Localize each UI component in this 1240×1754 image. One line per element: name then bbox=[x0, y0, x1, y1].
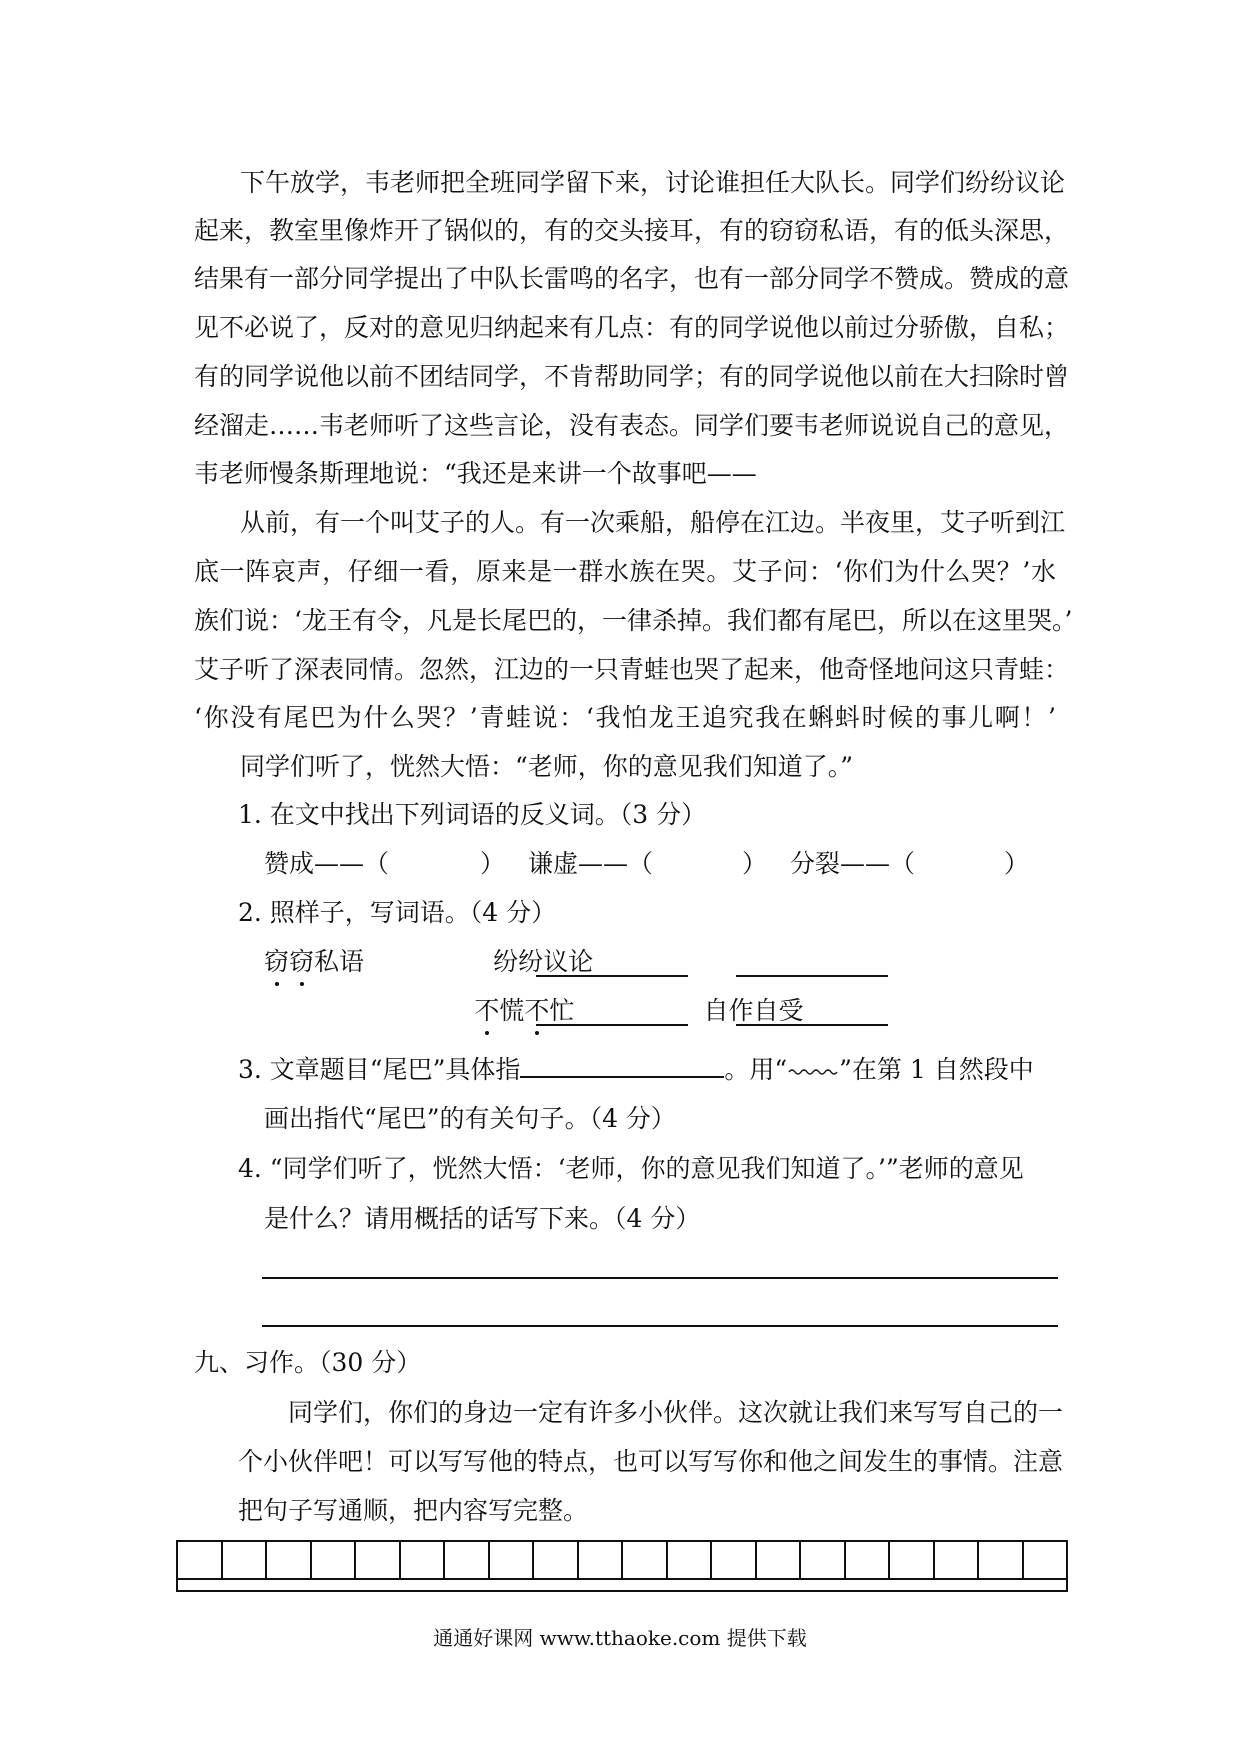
q2-char: 受 bbox=[778, 996, 804, 1025]
q2-example-1a bbox=[264, 947, 364, 977]
story-line-5: ‘你没有尾巴为什么哭？’青蛙说：‘我怕龙王追究我在蝌蚪时候的事儿啊！’ bbox=[194, 703, 1056, 732]
q3-text-part3: ”在第 1 自然段中 bbox=[839, 1055, 1034, 1084]
grid-cell[interactable] bbox=[356, 1542, 401, 1578]
q2-char: 自 bbox=[753, 996, 779, 1025]
q2-char: 论 bbox=[568, 947, 594, 976]
question-4-line-1: 4. “同学们听了，恍然大悟：‘老师，你的意见我们知道了。’”老师的意见 bbox=[238, 1154, 1024, 1183]
writing-grid[interactable] bbox=[176, 1540, 1068, 1592]
story-line-6: 同学们听了，恍然大悟：“老师，你的意见我们知道了。” bbox=[240, 752, 854, 781]
q2-char: 纷 bbox=[518, 947, 544, 976]
grid-cell[interactable] bbox=[490, 1542, 535, 1578]
q1-antonym-2-close: ） bbox=[742, 849, 768, 878]
grid-cell[interactable] bbox=[757, 1542, 802, 1578]
grid-cell[interactable] bbox=[223, 1542, 268, 1578]
q2-char: 窃 bbox=[264, 947, 290, 976]
q2-char: 议 bbox=[543, 947, 569, 976]
grid-cell[interactable] bbox=[1024, 1542, 1067, 1578]
q4-answer-line-2[interactable] bbox=[262, 1325, 1058, 1327]
q2-example-2a bbox=[474, 996, 574, 1026]
grid-cell[interactable] bbox=[445, 1542, 490, 1578]
grid-cell[interactable] bbox=[712, 1542, 757, 1578]
story-line-2: 底一阵哀声，仔细一看，原来是一群水族在哭。艾子问：‘你们为什么哭？’水 bbox=[194, 557, 1056, 586]
grid-cell[interactable] bbox=[846, 1542, 891, 1578]
q2-char: 忙 bbox=[549, 996, 575, 1025]
q2-char: 私 bbox=[314, 947, 340, 976]
grid-cell[interactable] bbox=[178, 1542, 223, 1578]
q3-answer-blank[interactable] bbox=[520, 1054, 724, 1078]
q1-antonym-2-label: 谦虚——（ bbox=[528, 849, 654, 878]
grid-cell[interactable] bbox=[579, 1542, 624, 1578]
story-line-3: 族们说：‘龙王有令，凡是长尾巴的，一律杀掉。我们都有尾巴，所以在这里哭。’ bbox=[194, 606, 1073, 635]
grid-cell[interactable] bbox=[623, 1542, 668, 1578]
grid-cell[interactable] bbox=[534, 1542, 579, 1578]
q2-example-2b bbox=[703, 996, 803, 1026]
q2-answer-blank-4[interactable] bbox=[736, 1024, 888, 1026]
q3-text-part1: 3. 文章题目“尾巴”具体指 bbox=[238, 1055, 521, 1084]
q2-answer-blank-2[interactable] bbox=[736, 975, 888, 977]
q2-char: 窃 bbox=[289, 947, 315, 976]
q2-char: 不 bbox=[524, 996, 550, 1025]
grid-cell[interactable] bbox=[401, 1542, 446, 1578]
passage-line-6: 经溜走……韦老师听了这些言论，没有表态。同学们要韦老师说说自己的意见， bbox=[194, 411, 1070, 440]
grid-cell[interactable] bbox=[935, 1542, 980, 1578]
q1-antonym-1-close: ） bbox=[480, 849, 506, 878]
q1-antonym-3-close: ） bbox=[1004, 849, 1030, 878]
q2-answer-blank-1[interactable] bbox=[536, 975, 688, 977]
section-9-prompt-line-3: 把句子写通顺，把内容写完整。 bbox=[238, 1496, 589, 1525]
question-4-line-2: 是什么？请用概括的话写下来。（4 分） bbox=[264, 1204, 701, 1233]
writing-grid-row bbox=[178, 1542, 1066, 1580]
passage-line-3: 结果有一部分同学提出了中队长雷鸣的名字，也有一部分同学不赞成。赞成的意 bbox=[194, 264, 1070, 293]
q3-text-part2: 。用“ bbox=[724, 1055, 788, 1084]
question-1-title: 1. 在文中找出下列词语的反义词。（3 分） bbox=[238, 800, 707, 829]
passage-line-1: 下午放学，韦老师把全班同学留下来，讨论谁担任大队长。同学们纷纷议论 bbox=[240, 168, 1066, 197]
section-9-prompt-line-2: 个小伙伴吧！可以写写他的特点，也可以写写你和他之间发生的事情。注意 bbox=[238, 1447, 1064, 1476]
grid-cell[interactable] bbox=[267, 1542, 312, 1578]
question-3-line-2: 画出指代“尾巴”的有关句子。（4 分） bbox=[264, 1104, 676, 1133]
question-2-title: 2. 照样子，写词语。（4 分） bbox=[238, 898, 557, 927]
passage-line-7: 韦老师慢条斯理地说：“我还是来讲一个故事吧—— bbox=[194, 459, 757, 488]
q2-char: 慌 bbox=[499, 996, 525, 1025]
grid-cell[interactable] bbox=[801, 1542, 846, 1578]
section-9-prompt-line-1: 同学们，你们的身边一定有许多小伙伴。这次就让我们来写写自己的一 bbox=[288, 1398, 1064, 1427]
q2-char: 不 bbox=[474, 996, 500, 1025]
grid-cell[interactable] bbox=[890, 1542, 935, 1578]
q2-char: 自 bbox=[703, 996, 729, 1025]
question-3-line-1 bbox=[238, 1054, 1034, 1085]
grid-cell[interactable] bbox=[312, 1542, 357, 1578]
q2-answer-blank-3[interactable] bbox=[536, 1024, 688, 1026]
q2-example-1b bbox=[493, 947, 593, 977]
q4-answer-line-1[interactable] bbox=[262, 1277, 1058, 1279]
grid-cell[interactable] bbox=[979, 1542, 1024, 1578]
section-9-title: 九、习作。（30 分） bbox=[194, 1348, 422, 1377]
q2-char: 语 bbox=[339, 947, 365, 976]
grid-cell[interactable] bbox=[668, 1542, 713, 1578]
q1-antonym-3-label: 分裂——（ bbox=[790, 849, 916, 878]
q1-antonym-1-label: 赞成——（ bbox=[264, 849, 390, 878]
passage-line-5: 有的同学说他以前不团结同学，不肯帮助同学；有的同学说他以前在大扫除时曾 bbox=[194, 362, 1070, 391]
q2-char: 纷 bbox=[493, 947, 519, 976]
wavy-underline-icon bbox=[787, 1067, 839, 1077]
story-line-4: 艾子听了深表同情。忽然，江边的一只青蛙也哭了起来，他奇怪地问这只青蛙： bbox=[194, 655, 1070, 684]
passage-line-2: 起来，教室里像炸开了锅似的，有的交头接耳，有的窃窃私语，有的低头深思， bbox=[194, 216, 1070, 245]
q2-char: 作 bbox=[728, 996, 754, 1025]
page-footer: 通通好课网 www.tthaoke.com 提供下载 bbox=[433, 1626, 807, 1650]
story-line-1: 从前，有一个叫艾子的人。有一次乘船，船停在江边。半夜里，艾子听到江 bbox=[240, 508, 1066, 537]
passage-line-4: 见不必说了，反对的意见归纳起来有几点：有的同学说他以前过分骄傲，自私； bbox=[194, 313, 1070, 342]
